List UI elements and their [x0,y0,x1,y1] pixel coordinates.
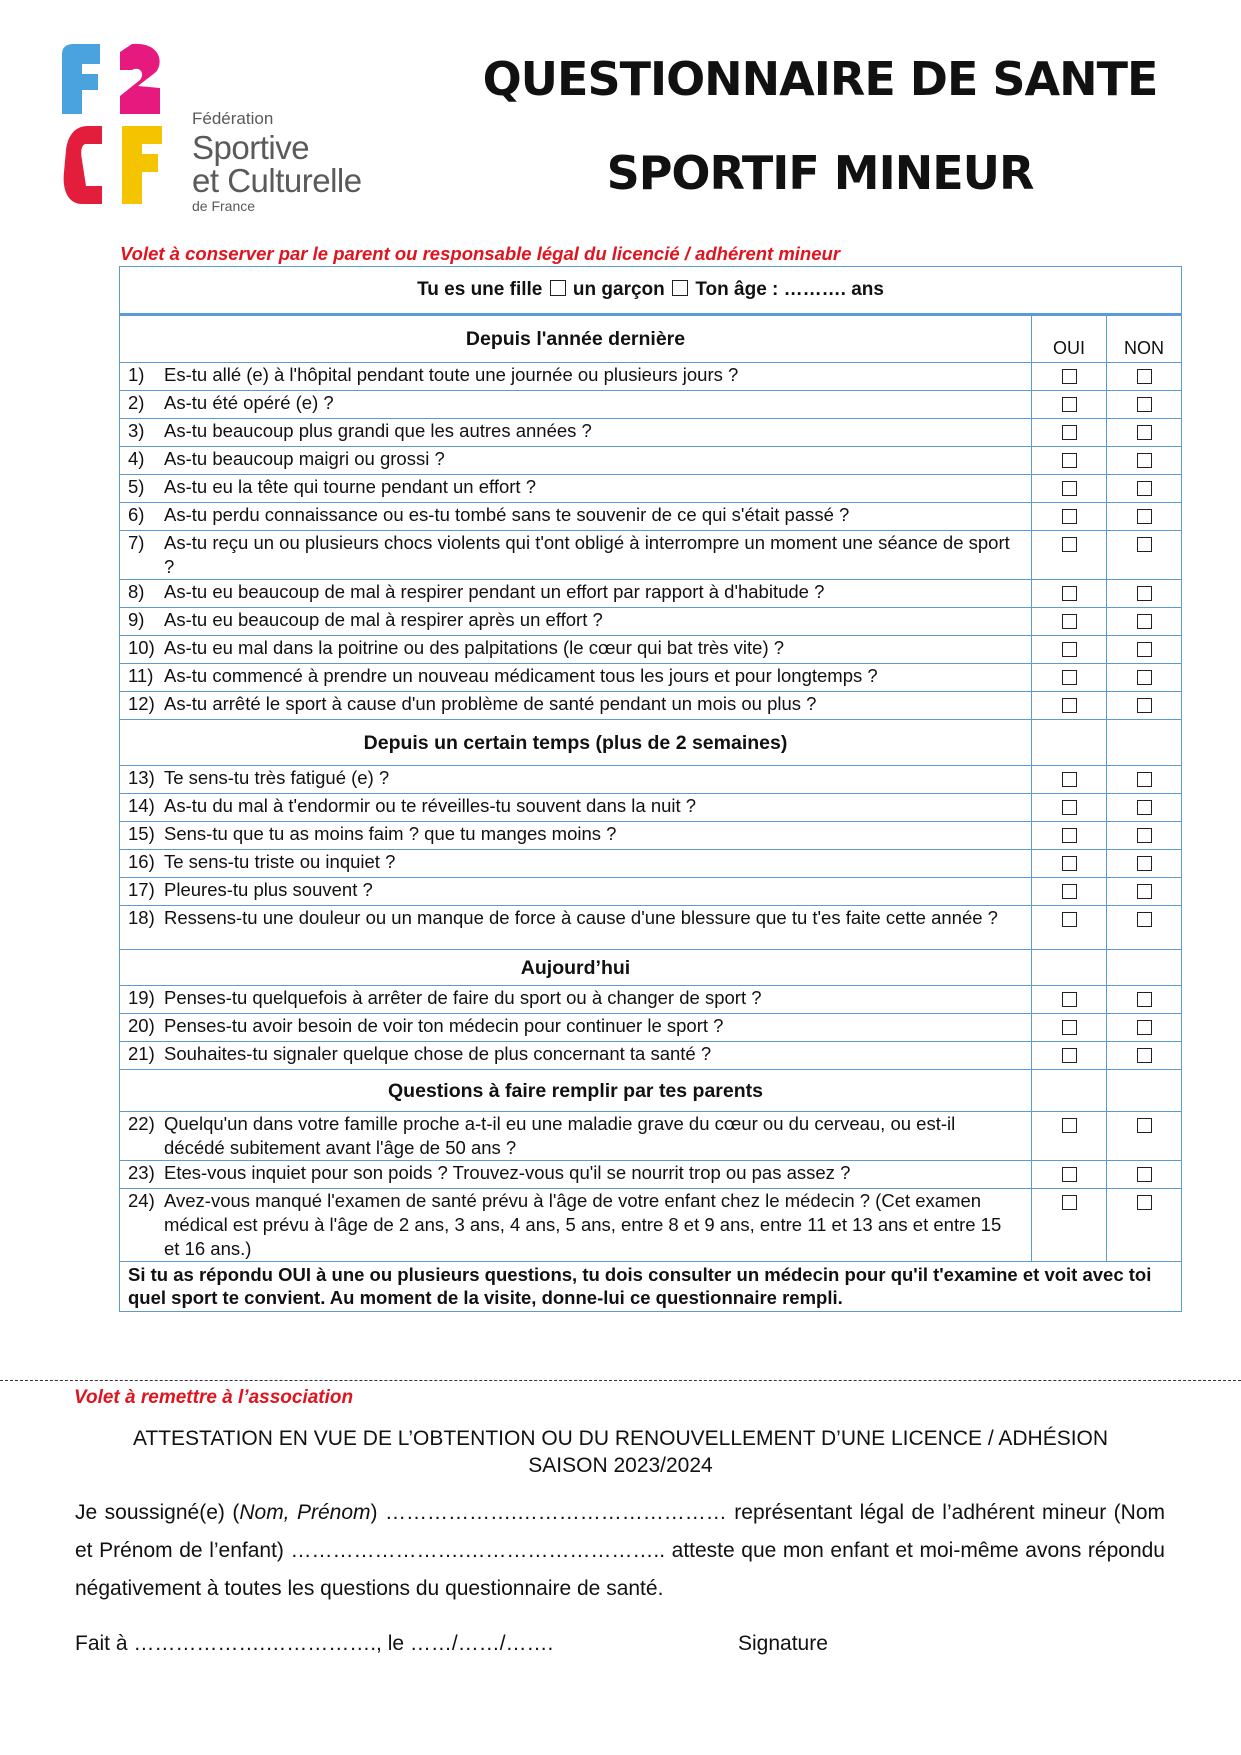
question-text: As-tu eu beaucoup de mal à respirer après un effort ? [164,609,603,630]
answer-no-cell [1107,878,1182,906]
checkbox-yes[interactable] [1062,1195,1077,1210]
fscf-logo-mark [60,40,190,215]
checkbox-no[interactable] [1137,369,1152,384]
question-number: 17) [128,879,155,900]
section-title: Aujourd’hui [120,950,1032,986]
question-cell [120,636,1032,664]
checkbox-no[interactable] [1137,884,1152,899]
cut-line [0,1380,1241,1381]
answer-no-cell [1107,391,1182,419]
question-text: Quelqu'un dans votre famille proche a-t-il eu une maladie grave du cœur ou du cerveau, ou est-il décédé subitement avant l'âge de 50 ans ? [164,1113,956,1158]
answer-yes-cell [1032,608,1107,636]
checkbox-yes[interactable] [1062,614,1077,629]
answer-no-cell [1107,475,1182,503]
column-header-yes [1032,720,1107,766]
checkbox-yes[interactable] [1062,992,1077,1007]
answer-no-cell [1107,986,1182,1014]
question-cell [120,1189,1032,1262]
question-number: 14) [128,795,155,816]
checkbox-no[interactable] [1137,670,1152,685]
checkbox-yes[interactable] [1062,1048,1077,1063]
question-row [120,850,1182,878]
answer-no-cell [1107,580,1182,608]
question-cell [120,1161,1032,1189]
question-number: 15) [128,823,155,844]
answer-yes-cell [1032,391,1107,419]
questionnaire-table [119,266,1182,1312]
checkbox-yes[interactable] [1062,670,1077,685]
question-cell [120,766,1032,794]
checkbox-no[interactable] [1137,1048,1152,1063]
checkbox-yes[interactable] [1062,453,1077,468]
answer-yes-cell [1032,878,1107,906]
question-cell [120,692,1032,720]
attestation-season: SAISON 2023/2024 [528,1454,713,1477]
question-number: 7) [128,532,145,553]
logo-text [192,110,362,213]
question-cell [120,503,1032,531]
answer-no-cell [1107,1161,1182,1189]
checkbox-no[interactable] [1137,912,1152,927]
answer-yes-cell [1032,986,1107,1014]
question-text: As-tu beaucoup maigri ou grossi ? [164,448,445,469]
question-row [120,794,1182,822]
attestation-text-start: Je soussigné(e) ( [75,1501,240,1524]
attestation-text-italic: Nom, Prénom [239,1501,371,1524]
question-number: 18) [128,907,155,928]
question-number: 1) [128,364,145,385]
checkbox-yes[interactable] [1062,800,1077,815]
attestation-paragraph [75,1494,1165,1608]
question-number: 5) [128,476,145,497]
final-note: Si tu as répondu OUI à une ou plusieurs questions, tu dois consulter un médecin pour qu'il t'examine et voit avec toi quel sport te convient. Au moment de la visite, donne-lui ce questionnaire rempli. [120,1262,1182,1312]
page-title: QUESTIONNAIRE DE SANTE [482,52,1158,106]
question-number: 24) [128,1190,155,1211]
question-row [120,608,1182,636]
logo-line-federation: Fédération [192,109,274,128]
question-number: 2) [128,392,145,413]
section-header-row [120,1070,1182,1112]
checkbox-no[interactable] [1137,698,1152,713]
question-text: As-tu commencé à prendre un nouveau médicament tous les jours et pour longtemps ? [164,665,878,686]
section-header-row [120,315,1182,363]
answer-no-cell [1107,608,1182,636]
logo-red-shape [64,126,102,204]
checkbox-yes[interactable] [1062,425,1077,440]
section-title: Depuis un certain temps (plus de 2 semaines) [120,720,1032,766]
question-text: Penses-tu avoir besoin de voir ton médecin pour continuer le sport ? [164,1015,724,1036]
question-row [120,1014,1182,1042]
answer-no-cell [1107,692,1182,720]
question-text: As-tu du mal à t'endormir ou te réveilles-tu souvent dans la nuit ? [164,795,697,816]
question-text: As-tu eu beaucoup de mal à respirer pendant un effort par rapport à d'habitude ? [164,581,825,602]
checkbox-no[interactable] [1137,800,1152,815]
column-header-no [1107,950,1182,986]
attestation-title: ATTESTATION EN VUE DE L’OBTENTION OU DU RENOUVELLEMENT D’UNE LICENCE / ADHÉSION [132,1427,1109,1450]
answer-yes-cell [1032,692,1107,720]
question-number: 16) [128,851,155,872]
answer-yes-cell [1032,447,1107,475]
question-text: As-tu beaucoup plus grandi que les autres années ? [164,420,592,441]
answer-no-cell [1107,794,1182,822]
answer-yes-cell [1032,531,1107,580]
section-title: Depuis l'année dernière [120,315,1032,363]
checkbox-yes[interactable] [1062,642,1077,657]
question-row [120,878,1182,906]
question-number: 3) [128,420,145,441]
question-row [120,986,1182,1014]
answer-yes-cell [1032,1161,1107,1189]
question-number: 10) [128,637,155,658]
answer-yes-cell [1032,363,1107,391]
checkbox-no[interactable] [1137,586,1152,601]
place-date-field[interactable]: Fait à ……………….……………., le ……/……/……. [75,1632,554,1655]
answer-yes-cell [1032,850,1107,878]
question-row [120,906,1182,950]
question-cell [120,850,1032,878]
section-header-row [120,950,1182,986]
question-text: Souhaites-tu signaler quelque chose de plus concernant ta santé ? [164,1043,712,1064]
answer-no-cell [1107,447,1182,475]
answer-yes-cell [1032,794,1107,822]
volet-parent-label: Volet à conserver par le parent ou responsable légal du licencié / adhérent mineur [120,243,841,264]
answer-yes-cell [1032,1112,1107,1161]
answer-no-cell [1107,636,1182,664]
answer-yes-cell [1032,1042,1107,1070]
question-cell [120,986,1032,1014]
answer-no-cell [1107,766,1182,794]
checkbox-yes[interactable] [1062,912,1077,927]
answer-no-cell [1107,850,1182,878]
column-header-yes [1032,950,1107,986]
attestation-text-rest: ) ……………….………………………… représentant légal de l’adhérent mineur (Nom et Prénom de l’enfant) …………………….……………………….. atteste que mon enfant et moi-même avons répondu négativement à toutes les questions du questionnaire de santé. [75,1501,1165,1600]
question-number: 19) [128,987,155,1008]
question-cell [120,608,1032,636]
question-number: 13) [128,767,155,788]
answer-no-cell [1107,531,1182,580]
identity-cell [120,267,1182,315]
checkbox-no[interactable] [1137,425,1152,440]
question-text: Te sens-tu triste ou inquiet ? [164,851,396,872]
logo-line-culturelle: et Culturelle [192,162,362,199]
answer-yes-cell [1032,1014,1107,1042]
answer-yes-cell [1032,580,1107,608]
column-header-yes: OUI [1032,315,1107,363]
logo-line-sportive: Sportive [192,129,310,166]
checkbox-no[interactable] [1137,397,1152,412]
identity-row [120,267,1182,315]
answer-no-cell [1107,822,1182,850]
checkbox-no[interactable] [1137,1167,1152,1182]
checkbox-no[interactable] [1137,1195,1152,1210]
question-text: Te sens-tu très fatigué (e) ? [164,767,390,788]
question-text: As-tu eu mal dans la poitrine ou des palpitations (le cœur qui bat très vite) ? [164,637,785,658]
questionnaire-body [120,267,1182,1312]
question-text: Etes-vous inquiet pour son poids ? Trouvez-vous qu'il se nourrit trop ou pas assez ? [164,1162,851,1183]
answer-no-cell [1107,664,1182,692]
question-number: 4) [128,448,145,469]
volet-association-label: Volet à remettre à l’association [74,1387,354,1408]
question-cell [120,531,1032,580]
question-number: 23) [128,1162,155,1183]
question-row [120,419,1182,447]
question-row [120,1189,1182,1262]
question-row [120,664,1182,692]
question-text: Es-tu allé (e) à l'hôpital pendant toute une journée ou plusieurs jours ? [164,364,739,385]
column-header-no [1107,1070,1182,1112]
question-row [120,822,1182,850]
checkbox-yes[interactable] [1062,828,1077,843]
question-row [120,636,1182,664]
signature-label: Signature [738,1632,828,1655]
answer-no-cell [1107,503,1182,531]
question-number: 6) [128,504,145,525]
checkbox-yes[interactable] [1062,1118,1077,1133]
final-note-row [120,1262,1182,1312]
column-header-yes [1032,1070,1107,1112]
answer-no-cell [1107,1042,1182,1070]
question-number: 22) [128,1113,155,1134]
checkbox-no[interactable] [1137,614,1152,629]
logo-blue-shape [62,44,100,114]
question-row [120,447,1182,475]
question-text: Pleures-tu plus souvent ? [164,879,373,900]
answer-no-cell [1107,1112,1182,1161]
question-row [120,1112,1182,1161]
identity-boy-label: un garçon [572,279,665,300]
question-row [120,766,1182,794]
question-cell [120,447,1032,475]
column-header-no [1107,720,1182,766]
checkbox-yes[interactable] [1062,698,1077,713]
question-cell [120,391,1032,419]
question-cell [120,419,1032,447]
answer-no-cell [1107,419,1182,447]
answer-yes-cell [1032,766,1107,794]
question-cell [120,794,1032,822]
answer-yes-cell [1032,1189,1107,1262]
girl-checkbox[interactable] [550,280,566,296]
checkbox-no[interactable] [1137,537,1152,552]
logo-magenta-shape [120,44,160,114]
logo-yellow-shape [122,126,162,204]
answer-no-cell [1107,1014,1182,1042]
question-row [120,1161,1182,1189]
checkbox-yes[interactable] [1062,884,1077,899]
checkbox-no[interactable] [1137,828,1152,843]
checkbox-no[interactable] [1137,772,1152,787]
checkbox-yes[interactable] [1062,481,1077,496]
section-header-row [120,720,1182,766]
checkbox-yes[interactable] [1062,1020,1077,1035]
fscf-logo [60,40,390,230]
question-number: 20) [128,1015,155,1036]
question-number: 12) [128,693,155,714]
question-number: 9) [128,609,145,630]
answer-no-cell [1107,1189,1182,1262]
question-row [120,1042,1182,1070]
question-cell [120,1014,1032,1042]
checkbox-yes[interactable] [1062,397,1077,412]
question-text: Sens-tu que tu as moins faim ? que tu manges moins ? [164,823,617,844]
column-header-no: NON [1107,315,1182,363]
question-row [120,692,1182,720]
question-row [120,580,1182,608]
answer-no-cell [1107,906,1182,950]
identity-age-field[interactable]: Ton âge : ………. ans [695,279,884,300]
question-cell [120,1112,1032,1161]
question-text: As-tu eu la tête qui tourne pendant un effort ? [164,476,536,497]
question-cell [120,878,1032,906]
boy-checkbox[interactable] [672,280,688,296]
section-title: Questions à faire remplir par tes parents [120,1070,1032,1112]
question-cell [120,1042,1032,1070]
page-subtitle: SPORTIF MINEUR [606,146,1034,200]
answer-yes-cell [1032,503,1107,531]
question-text: Ressens-tu une douleur ou un manque de force à cause d'une blessure que tu t'es faite cette année ? [164,907,998,928]
question-cell [120,580,1032,608]
question-number: 8) [128,581,145,602]
checkbox-no[interactable] [1137,481,1152,496]
checkbox-yes[interactable] [1062,772,1077,787]
question-cell [120,363,1032,391]
checkbox-no[interactable] [1137,642,1152,657]
checkbox-no[interactable] [1137,509,1152,524]
checkbox-yes[interactable] [1062,509,1077,524]
question-cell [120,664,1032,692]
answer-yes-cell [1032,906,1107,950]
checkbox-no[interactable] [1137,1020,1152,1035]
answer-yes-cell [1032,822,1107,850]
answer-no-cell [1107,363,1182,391]
question-text: Penses-tu quelquefois à arrêter de faire du sport ou à changer de sport ? [164,987,762,1008]
answer-yes-cell [1032,419,1107,447]
checkbox-no[interactable] [1137,453,1152,468]
answer-yes-cell [1032,664,1107,692]
question-text: As-tu arrêté le sport à cause d'un problème de santé pendant un mois ou plus ? [164,693,817,714]
question-number: 21) [128,1043,155,1064]
answer-yes-cell [1032,636,1107,664]
logo-line-france: de France [192,198,256,214]
question-text: As-tu été opéré (e) ? [164,392,334,413]
question-text: As-tu perdu connaissance ou es-tu tombé sans te souvenir de ce qui s'était passé ? [164,504,850,525]
checkbox-no[interactable] [1137,992,1152,1007]
question-cell [120,475,1032,503]
question-row [120,363,1182,391]
answer-yes-cell [1032,475,1107,503]
identity-girl-label: Tu es une fille [417,279,543,300]
checkbox-no[interactable] [1137,856,1152,871]
question-row [120,531,1182,580]
question-row [120,503,1182,531]
checkbox-yes[interactable] [1062,1167,1077,1182]
question-text: Avez-vous manqué l'examen de santé prévu à l'âge de votre enfant chez le médecin ? (Cet examen médical est prévu à l'âge de 2 ans, 3 ans, 4 ans, 5 ans, entre 8 et 9 ans, entre 11 et 13 ans et entre 15 et 16 ans.) [164,1190,1002,1259]
question-row [120,391,1182,419]
checkbox-no[interactable] [1137,1118,1152,1133]
question-cell [120,906,1032,950]
question-text: As-tu reçu un ou plusieurs chocs violents qui t'ont obligé à interrompre un moment une séance de sport ? [164,532,1010,577]
checkbox-yes[interactable] [1062,369,1077,384]
question-number: 11) [128,665,154,686]
checkbox-yes[interactable] [1062,856,1077,871]
question-cell [120,822,1032,850]
question-row [120,475,1182,503]
checkbox-yes[interactable] [1062,586,1077,601]
checkbox-yes[interactable] [1062,537,1077,552]
